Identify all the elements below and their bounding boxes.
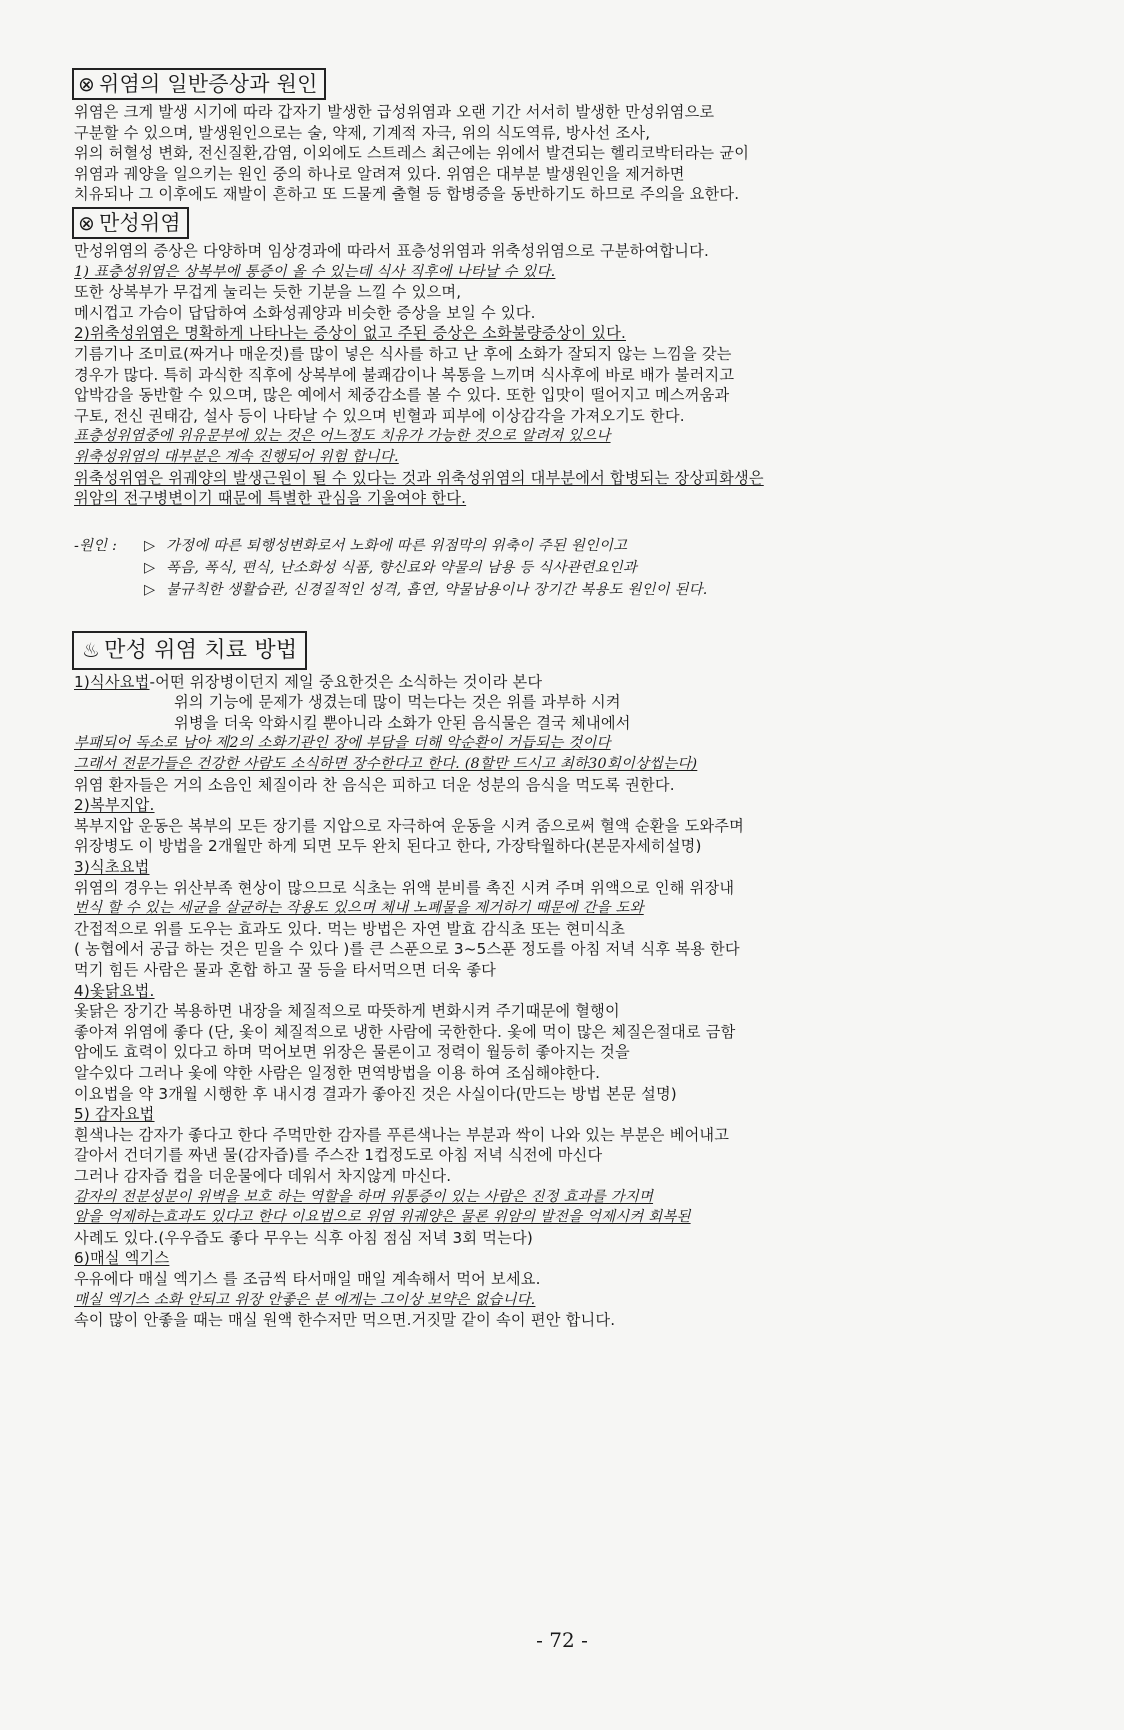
- text-line: [74, 733, 974, 754]
- text-line: [74, 1166, 974, 1187]
- cause-lead: -원인 :: [74, 537, 118, 554]
- text-line: [74, 1022, 974, 1043]
- text-line: [74, 1269, 974, 1290]
- cause-item: [74, 557, 974, 579]
- text-line: [74, 1125, 974, 1146]
- line-text: 위염의 경우는 위산부족 현상이 많으므로 식초는 위액 분비를 촉진 시켜 주며 위액으로 인해 위장내: [74, 878, 735, 897]
- line-text: 우유에다 매실 엑기스 를 조금씩 타서매일 매일 계속해서 먹어 보세요.: [74, 1269, 541, 1288]
- text-line: 또한 상복부가 무겁게 눌리는 듯한 기분을 느낄 수 있으며,: [74, 283, 462, 302]
- line-text: 흰색나는 감자가 좋다고 한다 주먹만한 감자를 푸른색나는 부분과 싹이 나와 있는 부분은 베어내고: [74, 1125, 730, 1144]
- line-text: 좋아져 위염에 좋다 (단, 옻이 체질적으로 냉한 사람에 국한한다. 옻에 먹이 많은 체질은절대로 금함: [74, 1022, 736, 1041]
- hot-spring-icon: ♨: [82, 637, 101, 662]
- section-heading-chronic: [72, 207, 189, 239]
- text-line: [74, 1207, 974, 1228]
- text-line: [74, 836, 974, 857]
- line-text: 암을 억제하는효과도 있다고 한다 이요법으로 위염 위궤양은 물론 위암의 발전을 억제시켜 회복된: [74, 1209, 691, 1226]
- text-line: 위축성위염은 위궤양의 발생근원이 될 수 있다는 것과 위축성위염의 대부분에서 합병되는 장상피화생은: [74, 468, 764, 487]
- cause-text: 불규칙한 생활습관, 신경질적인 성격, 흡연, 약물남용이나 장기간 복용도 원인이 된다.: [166, 581, 708, 598]
- text-line: [74, 1084, 974, 1105]
- text-line: 2)위축성위염은 명확하게 나타나는 증상이 없고 주된 증상은 소화불량증상이 있다.: [74, 324, 626, 343]
- handwritten-line: 위축성위염의 대부분은 계속 진행되어 위험 합니다.: [74, 448, 399, 465]
- text-line: [74, 939, 974, 960]
- triangle-right-icon: ▷: [144, 581, 156, 598]
- line-text: 번식 할 수 있는 세균을 살균하는 작용도 있으며 체내 노폐물을 제거하기 때문에 간을 도와: [74, 900, 644, 917]
- line-text: -어떤 위장병이던지 제일 중요한것은 소식하는 것이라 본다: [149, 672, 543, 691]
- line-text: 위장병도 이 방법을 2개월만 하게 되면 모두 완치 된다고 한다, 가장탁월하다(본문자세히설명): [74, 837, 702, 856]
- line-text: 갈아서 건더기를 짜낸 물(감자즙)를 주스잔 1컵정도로 아침 저녁 식전에 마신다: [74, 1146, 603, 1165]
- text-line: [74, 1042, 974, 1063]
- section-heading-treatment: [72, 631, 307, 670]
- text-line: 경우가 많다. 특히 과식한 직후에 상복부에 불쾌감이나 복통을 느끼며 식사후에 바로 배가 불러지고: [74, 365, 735, 384]
- text-line: [74, 754, 974, 775]
- text-line: 위염과 궤양을 일으키는 원인 중의 하나로 알려져 있다. 위염은 대부분 발생원인을 제거하면: [74, 164, 685, 183]
- line-text: 복부지압 운동은 복부의 모든 장기를 지압으로 자극하여 운동을 시켜 줌으로써 혈액 순환을 도와주며: [74, 816, 745, 835]
- text-line: [74, 878, 974, 899]
- text-line: [74, 1228, 974, 1249]
- subsection-heading: [74, 1104, 974, 1125]
- line-text: 속이 많이 안좋을 때는 매실 원액 한수저만 먹으면.거짓말 같이 속이 편안 합니다.: [74, 1311, 616, 1330]
- text-line: [74, 775, 974, 796]
- subsection-heading: 6)매실 엑기스: [74, 1249, 170, 1268]
- line-text: 간접적으로 위를 도우는 효과도 있다. 먹는 방법은 자연 발효 감식초 또는 현미식초: [74, 919, 626, 938]
- subsection-heading: 4)옻닭요법.: [74, 981, 155, 1000]
- triangle-right-icon: ▷: [144, 559, 156, 576]
- text-line: [74, 1290, 974, 1311]
- line-text: 위염 환자들은 거의 소음인 체질이라 찬 음식은 피하고 더운 성분의 음식을 먹도록 권한다.: [74, 775, 675, 794]
- text-line: 기름기나 조미료(짜거나 매운것)를 많이 넣은 식사를 하고 난 후에 소화가 잘되지 않는 느낌을 갖는: [74, 344, 732, 363]
- text-line: 위의 허혈성 변화, 전신질환,감염, 이외에도 스트레스 최근에는 위에서 발견되는 헬리코박터라는 균이: [74, 144, 750, 163]
- circled-x-icon: ⊗: [78, 72, 95, 96]
- text-line: [74, 713, 974, 734]
- line-text: 감자의 전분성분이 위벽을 보호 하는 역할을 하며 위통증이 있는 사람은 진정 효과를 가지며: [74, 1188, 654, 1205]
- text-line: [74, 1001, 974, 1022]
- page-number: - 72 -: [536, 1628, 588, 1652]
- text-line: [74, 898, 974, 919]
- text-line: [74, 960, 974, 981]
- line-text: 옻닭은 장기간 복용하면 내장을 체질적으로 따뜻하게 변화시켜 주기때문에 혈행이: [74, 1002, 620, 1021]
- line-text: ( 농협에서 공급 하는 것은 믿을 수 있다 )를 큰 스푼으로 3~5스푼 정도를 아침 저녁 식후 복용 한다: [74, 940, 740, 959]
- line-text: 그래서 전문가들은 건강한 사람도 소식하면 장수한다고 한다. (8할만 드시고 최하30회이상씹는다): [74, 756, 698, 773]
- line-text: 그러나 감자즙 컵을 더운물에다 데워서 차지않게 마신다.: [74, 1166, 452, 1185]
- cause-text: 폭음, 폭식, 편식, 난소화성 식품, 향신료와 약물의 남용 등 식사관련요인과: [166, 559, 638, 576]
- line-text: 이요법을 약 3개월 시행한 후 내시경 결과가 좋아진 것은 사실이다(만드는 방법 본문 설명): [74, 1084, 677, 1103]
- line-text: 알수있다 그러나 옻에 약한 사람은 일정한 면역방법을 이용 하여 조심해야한다.: [74, 1063, 601, 1082]
- subsection-heading: [74, 1248, 974, 1269]
- line-text: 사례도 있다.(우우즙도 좋다 무우는 식후 아침 점심 저녁 3회 먹는다): [74, 1228, 534, 1247]
- subsection-heading: 5) 감자요법: [74, 1105, 155, 1124]
- subsection-heading: 1)식사요법: [74, 672, 150, 691]
- line-text: 부패되어 독소로 남아 제2의 소화기관인 장에 부담을 더해 악순환이 거듭되는 것이다: [74, 735, 611, 752]
- subsection-heading: [74, 795, 974, 816]
- text-line: [74, 1063, 974, 1084]
- line-text: 암에도 효력이 있다고 하며 먹어보면 위장은 물론이고 정력이 월등히 좋아지는 것을: [74, 1043, 630, 1062]
- text-line: 만성위염의 증상은 다양하며 임상경과에 따라서 표층성위염과 위축성위염으로 구분하여합니다.: [74, 241, 710, 260]
- subsection-heading: 2)복부지압.: [74, 796, 155, 815]
- section-title: 만성 위염 치료 방법: [104, 637, 298, 663]
- text-line: 메시껍고 가슴이 답답하여 소화성궤양과 비슷한 증상을 보일 수 있다.: [74, 303, 536, 322]
- handwritten-line: 표층성위염중에 위유문부에 있는 것은 어느정도 치유가 가능한 것으로 알려져 있으나: [74, 428, 611, 445]
- text-line: 위암의 전구병변이기 때문에 특별한 관심을 기울여야 한다.: [74, 489, 467, 508]
- text-line: [74, 816, 974, 837]
- circled-x-icon: ⊗: [78, 210, 95, 235]
- line-text: 먹기 힘든 사람은 물과 혼합 하고 꿀 등을 타서먹으면 더욱 좋다: [74, 961, 497, 979]
- line-text: 위의 기능에 문제가 생겼는데 많이 먹는다는 것은 위를 과부하 시켜: [174, 693, 621, 712]
- treatment-list: [74, 672, 974, 1331]
- handwritten-line: 1) 표층성위염은 상복부에 통증이 올 수 있는데 식사 직후에 나타날 수 있다.: [74, 263, 556, 280]
- text-line: [74, 1187, 974, 1208]
- page-content: [74, 68, 974, 1331]
- subsection-heading: 3)식초요법: [74, 858, 150, 877]
- subsection-heading: [74, 857, 974, 878]
- text-line: [74, 672, 974, 693]
- section-heading-general: [72, 68, 326, 100]
- section-title: 위염의 일반증상과 원인: [98, 72, 318, 96]
- text-line: 치유되나 그 이후에도 재발이 흔하고 또 드물게 출혈 등 합병증을 동반하기도 하므로 주의을 요한다.: [74, 185, 740, 204]
- text-line: [74, 1145, 974, 1166]
- text-line: [74, 1310, 974, 1331]
- text-line: [74, 919, 974, 940]
- text-line: 압박감을 동반할 수 있으며, 많은 예에서 체중감소를 볼 수 있다. 또한 입맛이 떨어지고 메스꺼움과: [74, 386, 730, 405]
- cause-list: [74, 535, 974, 601]
- text-line: 위염은 크게 발생 시기에 따라 갑자기 발생한 급성위염과 오랜 기간 서서히 발생한 만성위염으로: [74, 103, 715, 121]
- section-title: 만성위염: [98, 210, 181, 235]
- text-line: [74, 692, 974, 713]
- line-text: 매실 엑기스 소화 안되고 위장 안좋은 분 에게는 그이상 보약은 없습니다.: [74, 1291, 536, 1308]
- cause-text: 가정에 따른 퇴행성변화로서 노화에 따른 위점막의 위축이 주된 원인이고: [166, 537, 628, 554]
- subsection-heading: [74, 981, 974, 1002]
- cause-item: [74, 535, 974, 557]
- text-line: 구토, 전신 권태감, 설사 등이 나타날 수 있으며 빈혈과 피부에 이상감각을 가져오기도 한다.: [74, 406, 685, 425]
- cause-item: [74, 579, 974, 601]
- line-text: 위병을 더욱 악화시킬 뿐아니라 소화가 안된 음식물은 결국 체내에서: [174, 713, 631, 732]
- triangle-right-icon: ▷: [144, 537, 156, 554]
- text-line: 구분할 수 있으며, 발생원인으로는 술, 약제, 기계적 자극, 위의 식도역류, 방사선 조사,: [74, 123, 651, 142]
